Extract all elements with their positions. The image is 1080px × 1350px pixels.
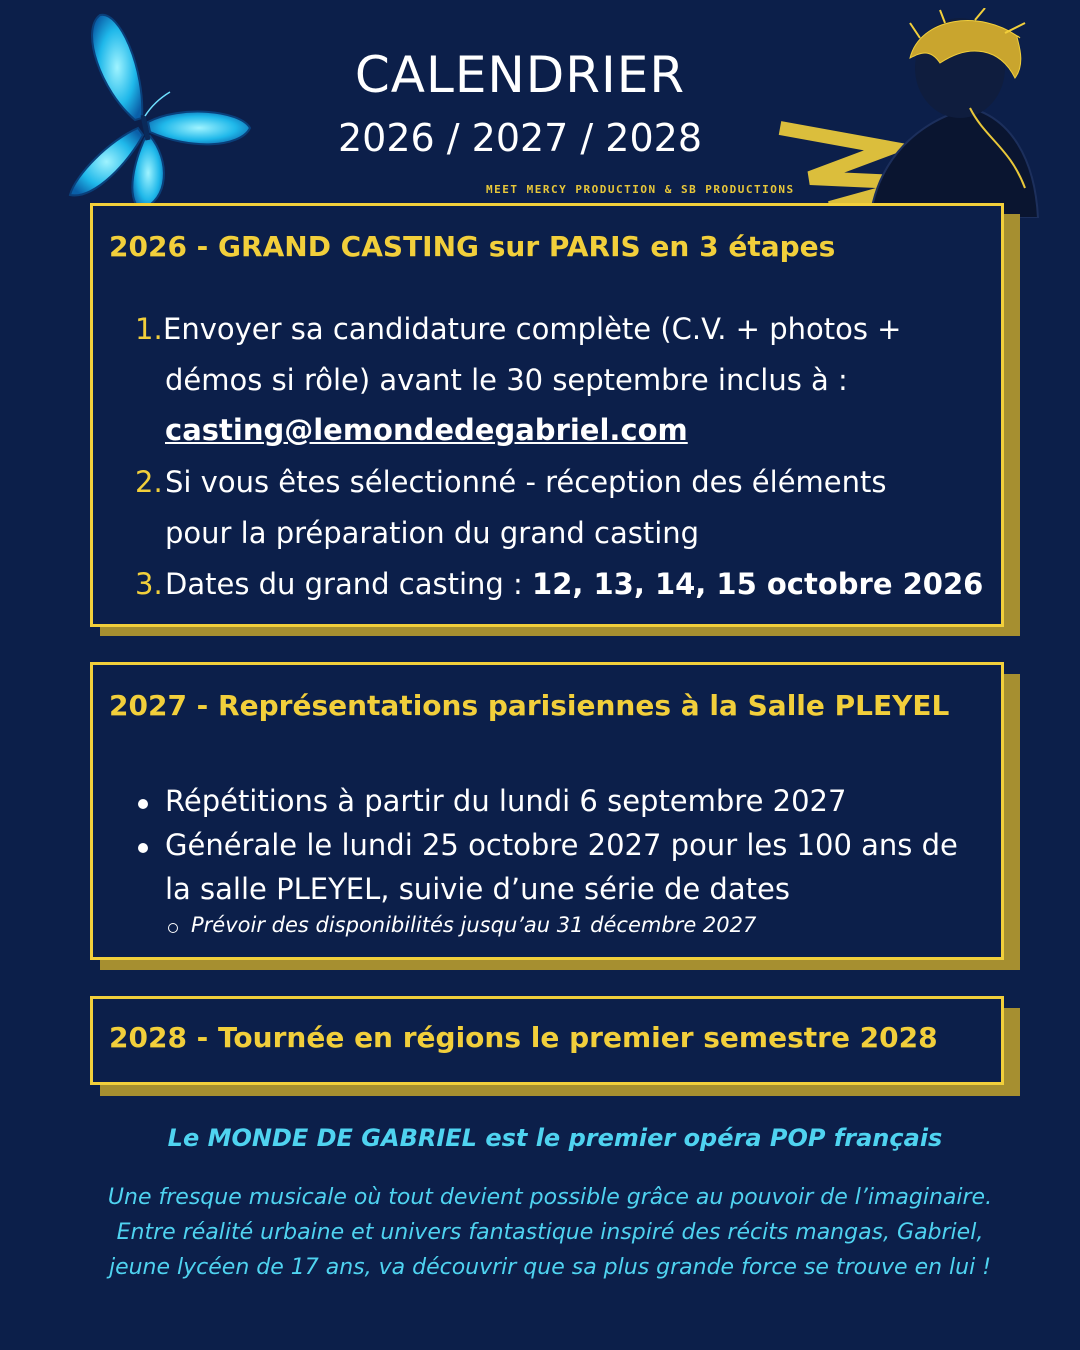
- section-2027: [90, 662, 1004, 960]
- sub-bullet-circle: [168, 923, 178, 933]
- step-1-line-2: démos si rôle) avant le 30 septembre inclus à :: [165, 363, 848, 397]
- description: [0, 1180, 1080, 1285]
- casting-dates: 12, 13, 14, 15 octobre 2026: [532, 567, 984, 601]
- step-3-line: [165, 559, 983, 610]
- step-number: 1.: [135, 312, 163, 346]
- sub-bullet-text: Prévoir des disponibilités jusqu’au 31 décembre 2027: [191, 913, 757, 937]
- description-line-1: Une fresque musicale où tout devient possible grâce au pouvoir de l’imaginaire.: [107, 1185, 993, 1210]
- butterfly-illustration: [40, 10, 260, 220]
- section-2027-heading: 2027 - Représentations parisiennes à la Salle PLEYEL: [109, 689, 950, 722]
- section-2028-heading: 2028 - Tournée en régions le premier semestre 2028: [109, 1021, 938, 1054]
- bullet-dot: [138, 799, 148, 809]
- section-2028: [90, 996, 1004, 1085]
- step-1-line-1: Envoyer sa candidature complète (C.V. + photos +: [163, 312, 902, 346]
- character-illustration: [770, 8, 1040, 218]
- step-2-line-1: Si vous êtes sélectionné - réception des éléments: [165, 465, 887, 499]
- step-2-line-2: pour la préparation du grand casting: [165, 516, 700, 550]
- step-number: 2.: [135, 465, 163, 499]
- bullet-1-line: Répétitions à partir du lundi 6 septembre 2027: [165, 784, 847, 818]
- section-2026: [90, 203, 1004, 627]
- step-3-text: Dates du grand casting :: [165, 567, 533, 601]
- tagline: Le MONDE DE GABRIEL est le premier opéra POP français: [167, 1124, 943, 1152]
- bullet-dot: [138, 843, 148, 853]
- page-title: CALENDRIER: [354, 46, 686, 104]
- description-line-2: Entre réalité urbaine et univers fantastique inspiré des récits mangas, Gabriel,: [116, 1220, 984, 1245]
- section-2026-heading: 2026 - GRAND CASTING sur PARIS en 3 étapes: [109, 230, 836, 263]
- years-subtitle: 2026 / 2027 / 2028: [337, 116, 703, 160]
- casting-email-link[interactable]: casting@lemondedegabriel.com: [165, 413, 688, 447]
- bullet-2-line-1: Générale le lundi 25 octobre 2027 pour les 100 ans de: [165, 828, 958, 862]
- production-credit: MEET MERCY PRODUCTION & SB PRODUCTIONS: [486, 183, 795, 196]
- description-line-3: jeune lycéen de 17 ans, va découvrir que sa plus grande force se trouve en lui !: [108, 1255, 992, 1280]
- step-number: 3.: [135, 567, 163, 601]
- bullet-2-line-2: la salle PLEYEL, suivie d’une série de dates: [165, 872, 790, 906]
